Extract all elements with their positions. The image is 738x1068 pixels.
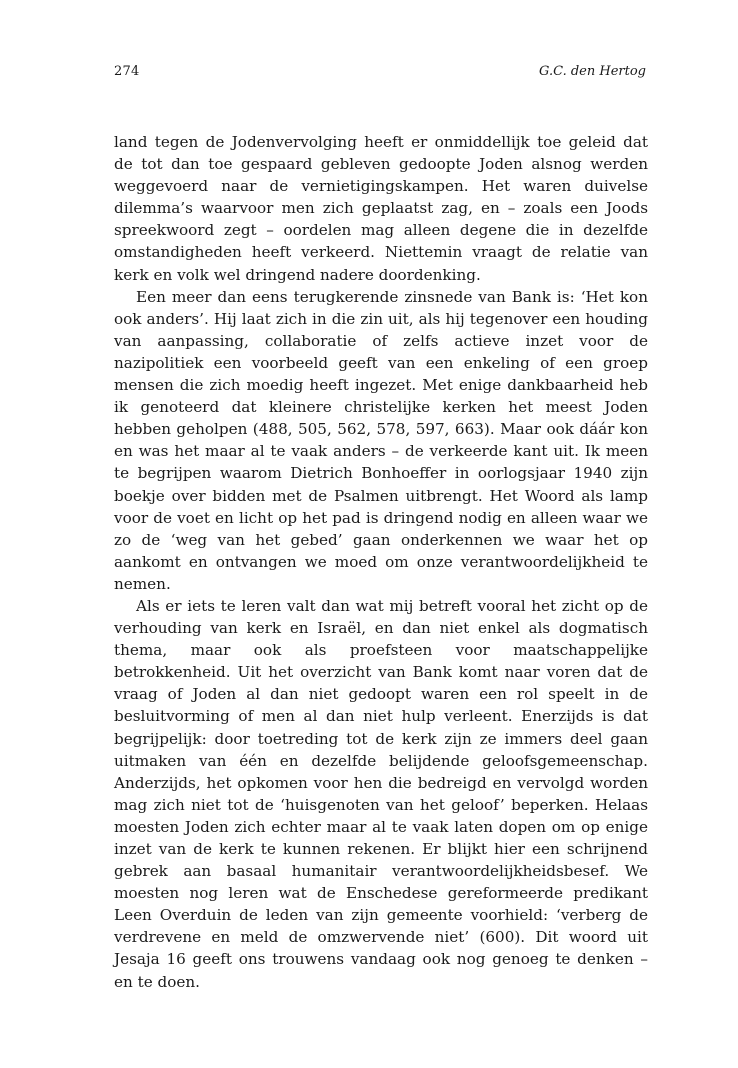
paragraph-kerk-en-israel: Als er iets te leren valt dan wat mij betreft vooral het zicht op de verhouding van kerk en Israël, en dan niet enkel als dogmatisch thema, maar ook als proefsteen voor maatschappelijke betrokkenheid. Uit het overzicht van Bank komt naar voren dat de vraag of Joden al dan niet gedoopt waren een rol speelt in de besluitvorming of men al dan niet hulp verleent. Enerzijds is dat begrijpelijk: door toetreding tot de kerk zijn ze immers deel gaan uitmaken van één en dezelfde belijdende geloofsgemeenschap. Anderzijds, het opkomen voor hen die bedreigd en vervolgd worden mag zich niet tot de ‘huisgenoten van het geloof’ beperken. Helaas moesten Joden zich echter maar al te vaak laten dopen om op enige inzet van de kerk te kunnen rekenen. Er blijkt hier een schrijnend gebrek aan basaal humanitair verantwoordelijkheidsbesef. We moesten nog leren wat de Enschedese gereformeerde predikant Leen Overduin de leden van zijn gemeente voorhield: ‘verberg de verdrevene en meld de omzwervende niet’ (600). Dit woord uit Jesaja 16 geeft ons trouwens vandaag ook nog genoeg te denken – en te doen.	[114, 596, 648, 991]
page-number: 274	[114, 64, 140, 79]
body-text	[114, 131, 648, 993]
paragraph-continuation: land tegen de Jodenvervolging heeft er onmiddellijk toe geleid dat de tot dan toe gespaard gebleven gedoopte Joden alsnog werden weggevoerd naar de vernietigingskampen. Het waren duivelse dilemma’s waarvoor men zich geplaatst zag, en – zoals een Joods spreekwoord zegt – oordelen mag alleen degene die in dezelfde omstandigheden heeft verkeerd. Niettemin vraagt de relatie van kerk en volk wel dringend nadere doordenking.	[114, 133, 648, 284]
paragraph-bank-zinsnede: Een meer dan eens terugkerende zinsnede van Bank is: ‘Het kon ook anders’. Hij laat zich in die zin uit, als hij tegenover een houding van aanpassing, collaboratie of zelfs actieve inzet voor de nazipolitiek een voorbeeld geeft van een enkeling of een groep mensen die zich moedig heeft ingezet. Met enige dankbaarheid heb ik genoteerd dat kleinere christelijke kerken het meest Joden hebben geholpen (488, 505, 562, 578, 597, 663). Maar ook dáár kon en was het maar al te vaak anders – de verkeerde kant uit. Ik meen te begrijpen waarom Dietrich Bonhoeffer in oorlogsjaar 1940 zijn boekje over bidden met de Psalmen uitbrengt. Het Woord als lamp voor de voet en licht op het pad is dringend nodig en alleen waar we zo de ‘weg van het gebed’ gaan onderkennen we waar het op aankomt en ontvangen we moed om onze verantwoordelijkheid te nemen.	[114, 287, 648, 593]
running-head-author: G.C. den Hertog	[539, 64, 646, 79]
